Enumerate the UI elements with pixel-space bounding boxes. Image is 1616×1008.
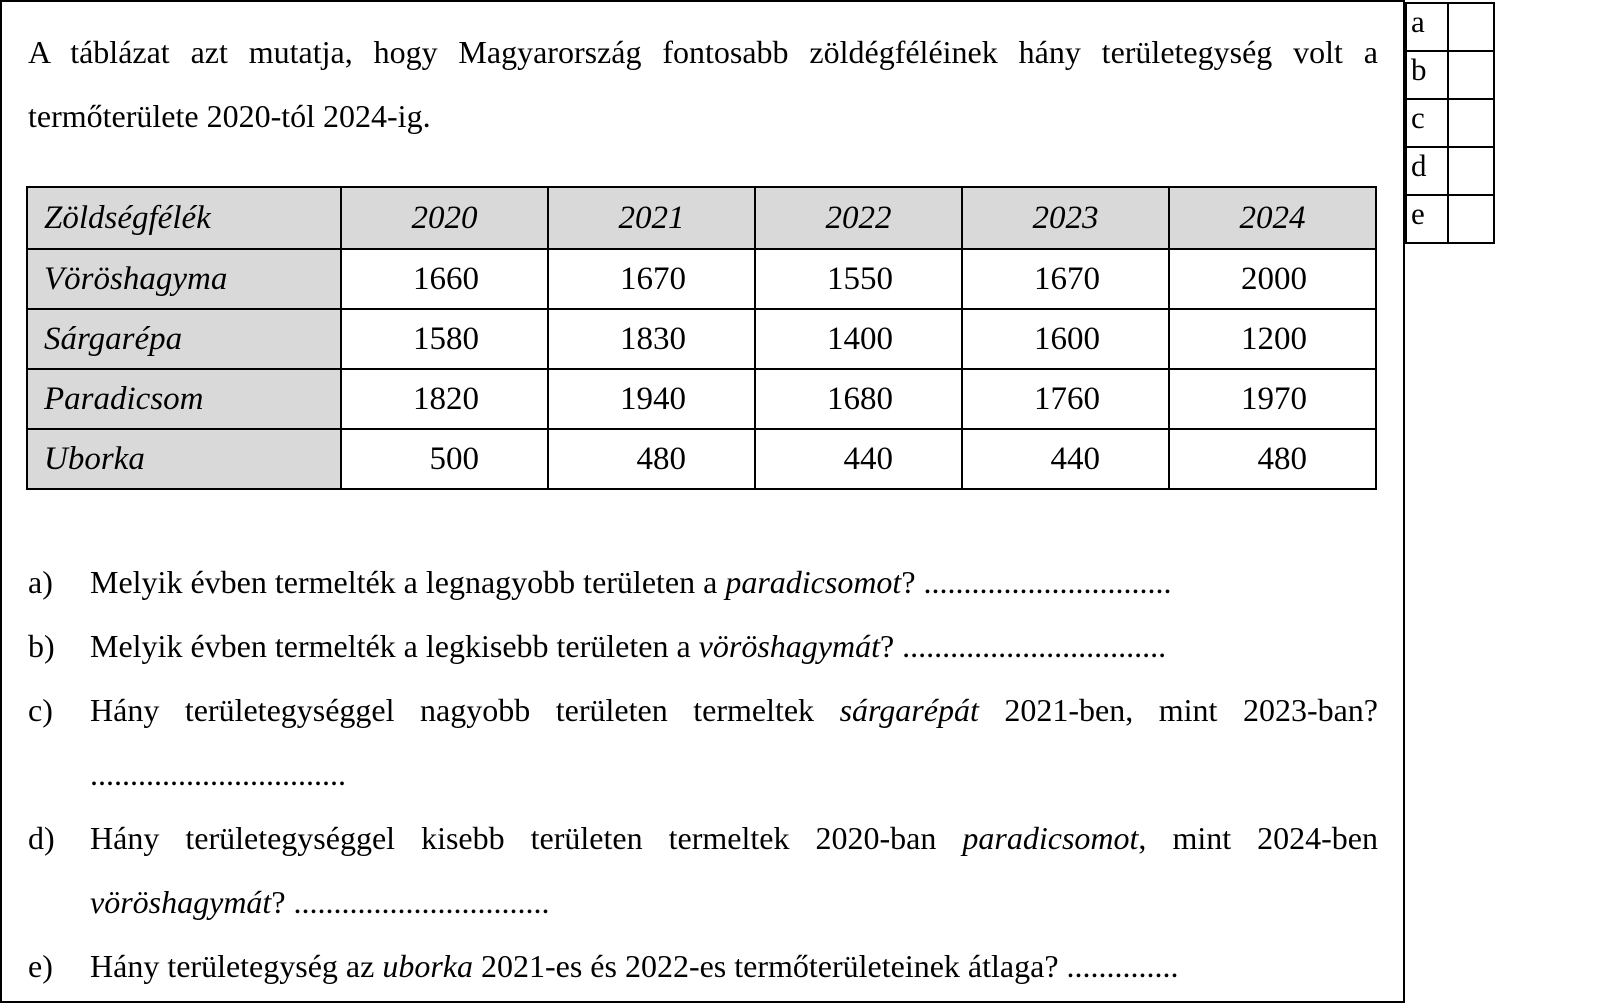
table-cell: 480: [1169, 429, 1376, 489]
table-cell: 1680: [755, 369, 962, 429]
table-cell: 2000: [1169, 249, 1376, 309]
score-label: e: [1406, 195, 1448, 243]
score-label: a: [1406, 3, 1448, 51]
question-text-part: , mint 2024-ben: [1138, 820, 1379, 856]
question-text: [90, 806, 1378, 934]
row-name: Uborka: [27, 429, 341, 489]
header-cell: Zöldségfélék: [27, 187, 341, 249]
question-text-part: Hány területegységgel kisebb területen termeltek 2020-ban: [90, 820, 963, 856]
score-row: [1406, 195, 1494, 243]
question-emphasis: vöröshagymát: [698, 628, 880, 664]
question-emphasis: vöröshagymát: [90, 884, 272, 920]
question-text-part: Melyik évben termelték a legnagyobb területen a: [90, 564, 726, 600]
question-e: [28, 934, 1378, 998]
score-label: d: [1406, 147, 1448, 195]
score-input-box[interactable]: [1448, 99, 1494, 147]
score-row: [1406, 51, 1494, 99]
question-a: [28, 550, 1378, 614]
question-label: c): [28, 692, 53, 728]
table-row: [27, 369, 1376, 429]
question-text-part: 2021-ben, mint 2023-ban? ................................: [90, 692, 1379, 792]
question-text: [90, 934, 1378, 998]
question-text-part: ? .................................: [879, 628, 1167, 664]
score-row: [1406, 99, 1494, 147]
table-cell: 1940: [548, 369, 755, 429]
table-cell: 440: [962, 429, 1169, 489]
table-row: [27, 249, 1376, 309]
score-input-box[interactable]: [1448, 195, 1494, 243]
table-cell: 500: [341, 429, 548, 489]
header-cell: 2023: [962, 187, 1169, 249]
row-name: Sárgarépa: [27, 309, 341, 369]
table-cell: 1660: [341, 249, 548, 309]
question-text-part: Melyik évben termelték a legkisebb területen a: [90, 628, 699, 664]
score-label: c: [1406, 99, 1448, 147]
score-box-table: [1405, 2, 1495, 244]
header-cell: 2024: [1169, 187, 1376, 249]
table-cell: 1820: [341, 369, 548, 429]
table-cell: 1760: [962, 369, 1169, 429]
score-label: b: [1406, 51, 1448, 99]
row-name: Vöröshagyma: [27, 249, 341, 309]
question-c: [28, 678, 1378, 806]
score-row: [1406, 147, 1494, 195]
question-list: [28, 550, 1378, 998]
question-emphasis: paradicsomot: [962, 820, 1139, 856]
question-text-part: Hány területegységgel nagyobb területen termeltek: [90, 692, 840, 728]
question-text-part: 2021-es és 2022-es termőterületeinek átlaga? ..............: [472, 948, 1179, 984]
question-text: [90, 614, 1378, 678]
question-text-part: ? ...............................: [901, 564, 1172, 600]
table-row: [27, 429, 1376, 489]
header-cell: 2022: [755, 187, 962, 249]
question-label: a): [28, 564, 53, 600]
table-cell: 1580: [341, 309, 548, 369]
header-cell: 2021: [548, 187, 755, 249]
score-row: [1406, 3, 1494, 51]
score-input-box[interactable]: [1448, 3, 1494, 51]
table-cell: 1400: [755, 309, 962, 369]
question-text: [90, 550, 1378, 614]
table-cell: 480: [548, 429, 755, 489]
table-cell: 1670: [962, 249, 1169, 309]
question-emphasis: uborka: [382, 948, 473, 984]
question-d: [28, 806, 1378, 934]
table-cell: 1600: [962, 309, 1169, 369]
table-header-row: [27, 187, 1376, 249]
header-cell: 2020: [341, 187, 548, 249]
score-input-box[interactable]: [1448, 51, 1494, 99]
table-row: [27, 309, 1376, 369]
question-text-part: ? ................................: [271, 884, 550, 920]
question-label: e): [28, 948, 53, 984]
question-text: [90, 678, 1378, 806]
score-input-box[interactable]: [1448, 147, 1494, 195]
question-label: d): [28, 820, 55, 856]
question-emphasis: paradicsomot: [725, 564, 902, 600]
row-name: Paradicsom: [27, 369, 341, 429]
table-cell: 1970: [1169, 369, 1376, 429]
question-text-part: Hány területegység az: [90, 948, 383, 984]
question-b: [28, 614, 1378, 678]
question-emphasis: sárgarépát: [839, 692, 979, 728]
data-table: [26, 186, 1377, 490]
table-cell: 1200: [1169, 309, 1376, 369]
question-label: b): [28, 628, 55, 664]
intro-text: A táblázat azt mutatja, hogy Magyarország fontosabb zöldégféléinek hány területegység volt a termőterülete 2020-tól 2024-ig.: [28, 34, 1378, 134]
table-cell: 1670: [548, 249, 755, 309]
table-cell: 1550: [755, 249, 962, 309]
table-cell: 440: [755, 429, 962, 489]
table-cell: 1830: [548, 309, 755, 369]
